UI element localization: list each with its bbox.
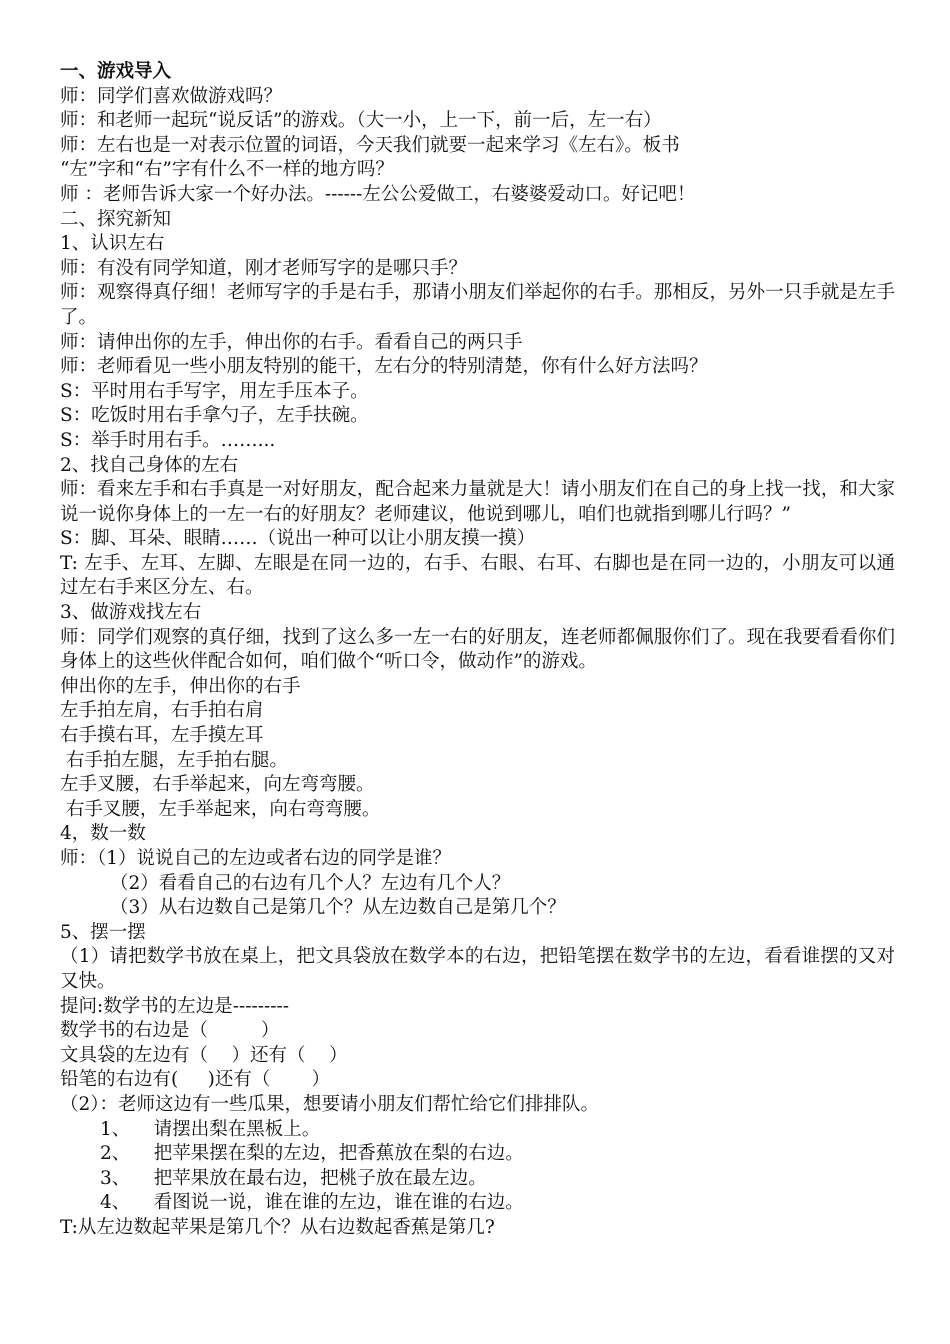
paragraph-line: 师：左右也是一对表示位置的词语，今天我们就要一起来学习《左右》。板书 [60,134,680,156]
paragraph-line: 右手摸右耳，左手摸左耳 [60,725,264,747]
subheading-line: 2、找自己身体的左右 [60,454,239,476]
paragraph-line: T:从左边数起苹果是第几个？从右边数起香蕉是第几? [60,1216,495,1238]
paragraph-line: T: 左手、左耳、左脚、左眼是在同一边的，右手、右眼、右耳、右脚也是在同一边的，小朋友可以通过左右手来区分左、右。 [60,552,895,599]
paragraph-line: （2）：老师这边有一些瓜果，想要请小朋友们帮忙给它们排排队。 [60,1093,600,1115]
numbered-item: 3、 把苹果放在最右边，把桃子放在最左边。 [100,1167,487,1189]
paragraph-line: 师：同学们观察的真仔细，找到了这么多一左一右的好朋友，连老师都佩服你们了。现在我要看看你们身体上的这些伙伴配合如何，咱们做个“听口令，做动作”的游戏。 [60,626,895,673]
paragraph-line: S：脚、耳朵、眼睛……（说出一种可以让小朋友摸一摸） [60,528,536,550]
paragraph-line: “左”字和“右”字有什么不一样的地方吗？ [60,159,394,181]
paragraph-line: 伸出你的左手，伸出你的右手 [60,675,301,697]
subheading-line: 1、认识左右 [60,233,165,255]
paragraph-line: 师：观察得真仔细！老师写字的手是右手，那请小朋友们举起你的右手。那相反，另外一只手就是左手了。 [60,282,895,328]
subheading-line: 5、摆一摆 [60,921,146,943]
paragraph-line: （1）请把数学书放在桌上，把文具袋放在数学本的右边，把铅笔摆在数学书的左边，看看谁摆的又对又快。 [60,946,895,992]
paragraph-line: 铅笔的右边有( )还有（ ） [60,1069,331,1091]
section-heading-game-intro: 一、游戏导入 [60,61,172,82]
paragraph-line: 师：同学们喜欢做游戏吗？ [60,85,283,107]
paragraph-line: 右手拍左腿，左手拍右腿。 [60,749,288,771]
paragraph-line: 师：老师看见一些小朋友特别的能干，左右分的特别清楚，你有什么好方法吗？ [60,356,708,378]
numbered-item: 4、 看图说一说，谁在谁的左边，谁在谁的右边。 [100,1192,524,1214]
section-heading-explore: 二、探究新知 [60,208,172,230]
paragraph-line: S：举手时用右手。……... [60,429,276,451]
subheading-line: 3、做游戏找左右 [60,602,202,624]
paragraph-line: 师：（1）说说自己的左边或者右边的同学是谁？ [60,848,452,869]
paragraph-line-indented: （2）看看自己的右边有几个人？左边有几个人？ [110,872,511,894]
paragraph-line: 右手叉腰，左手举起来，向右弯弯腰。 [60,798,381,820]
paragraph-line: 师：有没有同学知道，刚才老师写字的是哪只手？ [60,257,468,279]
paragraph-line: 师：看来左手和右手真是一对好朋友，配合起来力量就是大！请小朋友们在自己的身上找一找，和大家说一说你身体上的一左一右的好朋友？老师建议，他说到哪儿，咱们也就指到哪儿行吗？” [60,479,895,525]
paragraph-line: S：吃饭时用右手拿勺子，左手扶碗。 [60,405,369,427]
paragraph-line: 左手拍左肩，右手拍右肩 [60,700,264,722]
subheading-line: 4，数一数 [60,823,146,845]
document-page [60,60,895,1241]
numbered-item: 1、 请摆出梨在黑板上。 [100,1118,321,1140]
paragraph-line: 提问:数学书的左边是--------- [60,995,289,1017]
paragraph-line: 数学书的右边是（ ） [60,1020,280,1042]
paragraph-line: 左手叉腰，右手举起来，向左弯弯腰。 [60,774,375,796]
paragraph-line-indented: （3）从右边数自己是第几个？从左边数自己是第几个？ [110,897,566,919]
paragraph-line: S：平时用右手写字，用左手压本子。 [60,380,369,402]
paragraph-line: 师：请伸出你的左手，伸出你的右手。看看自己的两只手 [60,331,523,353]
paragraph-line: 文具袋的左边有（ ）还有（ ） [60,1044,348,1066]
paragraph-line: 师：和老师一起玩“说反话”的游戏。（大一小，上一下，前一后，左一右） [60,110,662,132]
paragraph-line: 师 ：老师告诉大家一个好办法。------左公公爱做工，右婆婆爱动口。好记吧！ [60,183,696,205]
numbered-item: 2、 把苹果摆在梨的左边，把香蕉放在梨的右边。 [100,1143,524,1165]
